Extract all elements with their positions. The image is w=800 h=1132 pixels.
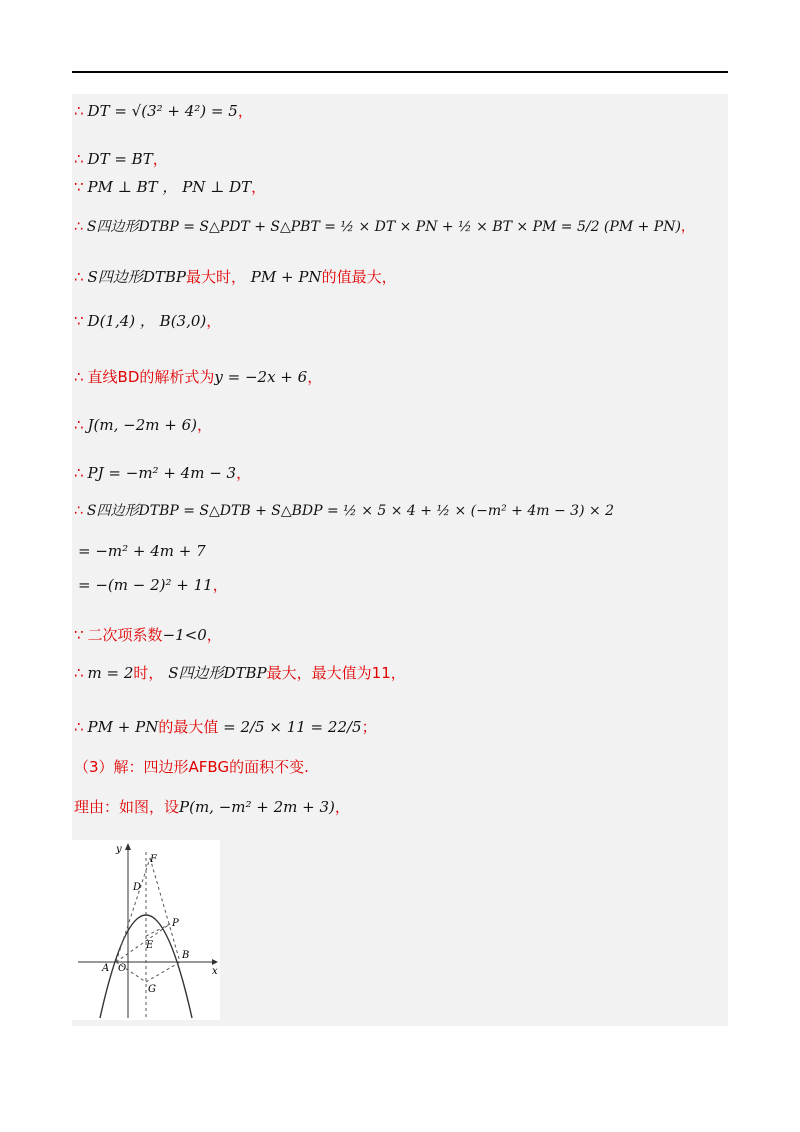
line-5: ∴ S四边形DTBP最大时， PM + PN的值最大， [74,268,397,286]
line-2: ∴ DT = BT， [74,150,168,168]
label-G: G [148,984,156,995]
line-14: ∴ m = 2时， S四边形DTBP最大，最大值为11， [74,664,406,682]
line-6: ∵ D(1,4) ， B(3,0)， [74,312,222,330]
parabola-svg [72,840,220,1020]
label-B: B [182,950,190,961]
segment-AP [116,924,170,962]
segment-GB [146,962,180,982]
label-A: A [102,963,110,974]
line-17: 理由：如图，设P(m, −m² + 2m + 3)， [74,798,350,816]
line-3: ∵ PM ⊥ BT ， PN ⊥ DT， [74,178,267,196]
label-O: O [118,963,127,974]
label-F: F [150,854,157,865]
line-13: ∵ 二次项系数−1<0， [74,626,222,644]
line-7: ∴ 直线BD的解析式为y = −2x + 6， [74,368,323,386]
line-16: （3）解：四边形AFBG的面积不变. [74,758,309,776]
x-axis-arrow [212,959,218,965]
line-9: ∴ PJ = −m² + 4m − 3， [74,464,252,482]
line-10: ∴ S四边形DTBP = S△DTB + S△BDP = ½ × 5 × 4 + ½ × (−m² + 4m − 3) × 2 [74,503,615,519]
label-x: x [212,966,218,977]
segment-FB [150,858,180,962]
header-rule [72,71,728,73]
label-y: y [116,844,122,855]
line-4: ∴ S四边形DTBP = S△PDT + S△PBT = ½ × DT × PN + ½ × BT × PM = 5/2 (PM + PN)， [74,219,695,235]
label-E: E [146,940,154,951]
label-D: D [133,882,142,893]
line-15: ∴ PM + PN的最大值 = 2/5 × 11 = 22/5； [74,718,377,736]
y-axis-arrow [125,843,131,850]
line-11: = −m² + 4m + 7 [78,542,206,560]
line-8: ∴ J(m, −2m + 6)， [74,416,213,434]
label-P: P [172,918,179,929]
parabola-figure [72,840,220,1020]
line-1: ∴ DT = √(3² + 4²) = 5， [74,102,253,120]
line-12: = −(m − 2)² + 11， [78,576,228,594]
